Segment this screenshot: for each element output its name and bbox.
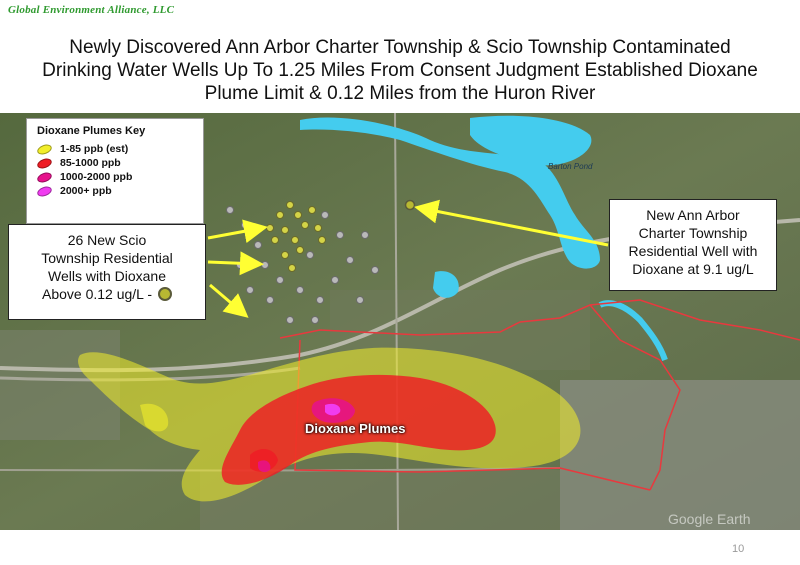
page-number: 10 (732, 543, 745, 555)
legend-swatch-yellow (36, 142, 53, 156)
callout-line: Charter Township (638, 225, 748, 241)
title-line: Drinking Water Wells Up To 1.25 Miles From Consent Judgment Established Dioxane (42, 60, 758, 81)
callout-ann-arbor-well (609, 199, 777, 291)
callout-text: Above 0.12 ug/L - (41, 286, 152, 302)
arrow (208, 262, 258, 264)
legend-item (37, 184, 193, 198)
map-watermark: Google Earth (668, 511, 751, 527)
callout-line: Wells with Dioxane (47, 268, 166, 284)
callout-line: New Ann Arbor (646, 207, 740, 223)
legend-swatch-red (36, 156, 53, 170)
well-marker-icon (158, 287, 172, 301)
slide-title (20, 36, 780, 105)
legend-label: 1-85 ppb (est) (60, 143, 129, 155)
callout-line: Residential Well with (628, 243, 758, 259)
legend-label: 85-1000 ppb (60, 157, 121, 169)
callout-line: Township Residential (41, 250, 173, 266)
callout-line (42, 285, 172, 303)
plume-legend (26, 118, 204, 224)
callout-line: 26 New Scio (67, 232, 147, 248)
plume-label: Dioxane Plumes (305, 421, 406, 436)
pond-label: Barton Pond (548, 162, 593, 171)
org-logo: Global Environment Alliance, LLC (8, 4, 175, 16)
legend-item (37, 170, 193, 184)
legend-item (37, 156, 193, 170)
ann-arbor-well-marker (406, 201, 415, 210)
legend-title: Dioxane Plumes Key (37, 125, 146, 137)
callout-line: Dioxane at 9.1 ug/L (632, 261, 754, 277)
callout-scio-wells (8, 224, 206, 320)
title-line: Newly Discovered Ann Arbor Charter Township & Scio Township Contaminated (69, 37, 731, 58)
legend-swatch-pink (36, 184, 53, 198)
title-line: Plume Limit & 0.12 Miles from the Huron River (204, 83, 596, 104)
legend-label: 1000-2000 ppb (60, 171, 133, 183)
urban-area (560, 380, 800, 530)
legend-swatch-magenta (36, 170, 53, 184)
legend-label: 2000+ ppb (60, 185, 112, 197)
legend-item (37, 142, 193, 156)
